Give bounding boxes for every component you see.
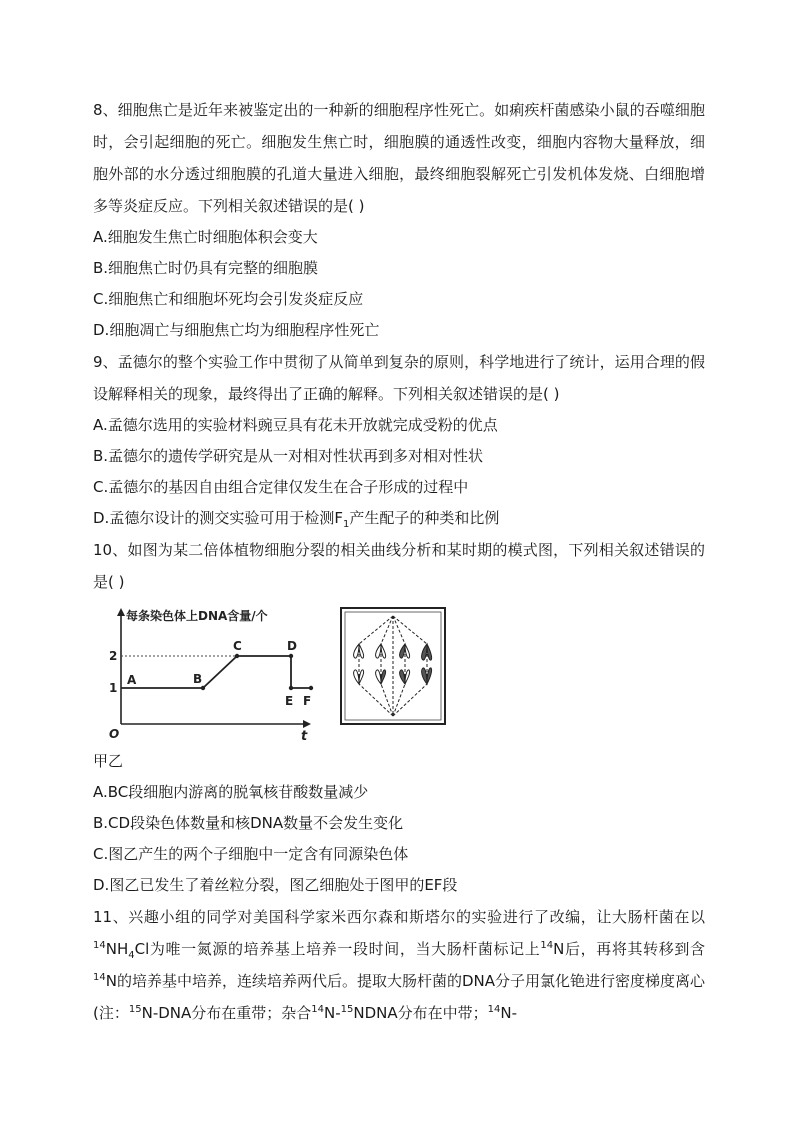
questions-container	[93, 94, 705, 1029]
point-f-dot	[309, 686, 313, 690]
q11-sup-14d: 14	[311, 1004, 324, 1015]
question-8-option-c: C.细胞焦亡和细胞坏死均会引发炎症反应	[93, 290, 364, 308]
q11-sup-14a: 14	[93, 940, 106, 951]
question-10-option-c: C.图乙产生的两个子细胞中一定含有同源染色体	[93, 845, 409, 863]
graph-point-a: A	[127, 673, 137, 687]
figure-jia-graph	[93, 604, 318, 744]
question-10-option-a: A.BC段细胞内游离的脱氧核苷酸数量减少	[93, 783, 369, 801]
point-d-dot	[289, 654, 293, 658]
graph-tick-1: 1	[109, 681, 118, 695]
q11-sub-4: 4	[128, 950, 135, 961]
graph-point-d: D	[287, 639, 297, 653]
x-axis-arrow-icon	[303, 720, 311, 728]
graph-xlabel: t	[301, 729, 308, 744]
question-10-figures	[93, 604, 705, 746]
question-10-option-d: D.图乙已发生了着丝粒分裂，图乙细胞处于图甲的EF段	[93, 876, 458, 894]
q11-part-7: NDNA分布在中带；	[353, 1004, 488, 1022]
q9-d-post: 产生配子的种类和比例	[349, 509, 500, 527]
q11-part-1: 11、兴趣小组的同学对美国科学家米西尔森和斯塔尔的实验进行了改编，让大肠杆菌在以	[93, 908, 705, 926]
graph-curve	[121, 656, 311, 688]
point-c-dot	[235, 654, 239, 658]
q11-sup-15b: 15	[340, 1004, 354, 1015]
q11-part-6: N-	[324, 1004, 341, 1022]
figure-yi-cell-diagram	[335, 604, 453, 728]
graph-point-e: E	[285, 694, 294, 708]
point-b-dot	[201, 686, 205, 690]
graph-point-c: C	[233, 639, 242, 653]
question-9-option-a: A.孟德尔选用的实验材料豌豆具有花未开放就完成受粉的优点	[93, 416, 498, 434]
graph-ylabel: 每条染色体上DNA含量/个	[126, 609, 268, 623]
question-9-option-d	[93, 503, 705, 534]
q9-d-pre: D.孟德尔设计的测交实验可用于检测F	[93, 509, 343, 527]
q11-part-4: N的培养基中培养，连续培养两代后。提取大肠杆菌的DNA分子用氯化铯进行密度梯度离心(注：	[93, 972, 705, 1022]
q11-sup-14b: 14	[540, 940, 554, 951]
graph-point-f: F	[303, 694, 312, 708]
question-9-stem: 9、孟德尔的整个实验工作中贯彻了从简单到复杂的原则，科学地进行了统计，运用合理的假设解释相关的现象，最终得出了正确的解释。下列相关叙述错误的是( )	[93, 353, 705, 403]
q11-part-5: N-DNA分布在重带；杂合	[141, 1004, 312, 1022]
graph-origin: O	[109, 727, 120, 741]
graph-point-b: B	[193, 672, 203, 686]
question-8-option-a: A.细胞发生焦亡时细胞体积会变大	[93, 228, 318, 246]
q11-part-2: Cl为唯一氮源的培养基上培养一段时间，当大肠杆菌标记上	[134, 940, 541, 958]
q11-nh: NH	[105, 940, 129, 958]
question-11-stem	[93, 901, 705, 1029]
q11-part-8: N-	[500, 1004, 518, 1022]
q11-part-3: N后，再将其转移到含	[553, 940, 705, 958]
q11-sup-14e: 14	[487, 1004, 501, 1015]
question-10-stem: 10、如图为某二倍体植物细胞分裂的相关曲线分析和某时期的模式图，下列相关叙述错误的是( )	[93, 541, 705, 591]
graph-tick-2: 2	[109, 649, 118, 663]
question-9-option-c: C.孟德尔的基因自由组合定律仅发生在合子形成的过程中	[93, 478, 469, 496]
figure-label: 甲乙	[93, 752, 124, 770]
question-8-option-d: D.细胞凋亡与细胞焦亡均为细胞程序性死亡	[93, 321, 380, 339]
question-8-option-b: B.细胞焦亡时仍具有完整的细胞膜	[93, 259, 319, 277]
q9-d-sub: 1	[342, 519, 350, 530]
question-10-option-b: B.CD段染色体数量和核DNA数量不会发生变化	[93, 814, 404, 832]
q11-sup-14c: 14	[93, 972, 106, 983]
q11-sup-15a: 15	[128, 1004, 142, 1015]
question-9-option-b: B.孟德尔的遗传学研究是从一对相对性状再到多对相对性状	[93, 447, 484, 465]
y-axis-arrow-icon	[117, 608, 125, 616]
question-8-stem: 8、细胞焦亡是近年来被鉴定出的一种新的细胞程序性死亡。如痢疾杆菌感染小鼠的吞噬细胞时，会引起细胞的死亡。细胞发生焦亡时，细胞膜的通透性改变，细胞内容物大量释放，细胞外部的水分透过细胞膜的孔道大量进入细胞，最终细胞裂解死亡引发机体发烧、白细胞增多等炎症反应。下列相关叙述错误的是( )	[93, 101, 705, 215]
point-e-dot	[289, 686, 293, 690]
